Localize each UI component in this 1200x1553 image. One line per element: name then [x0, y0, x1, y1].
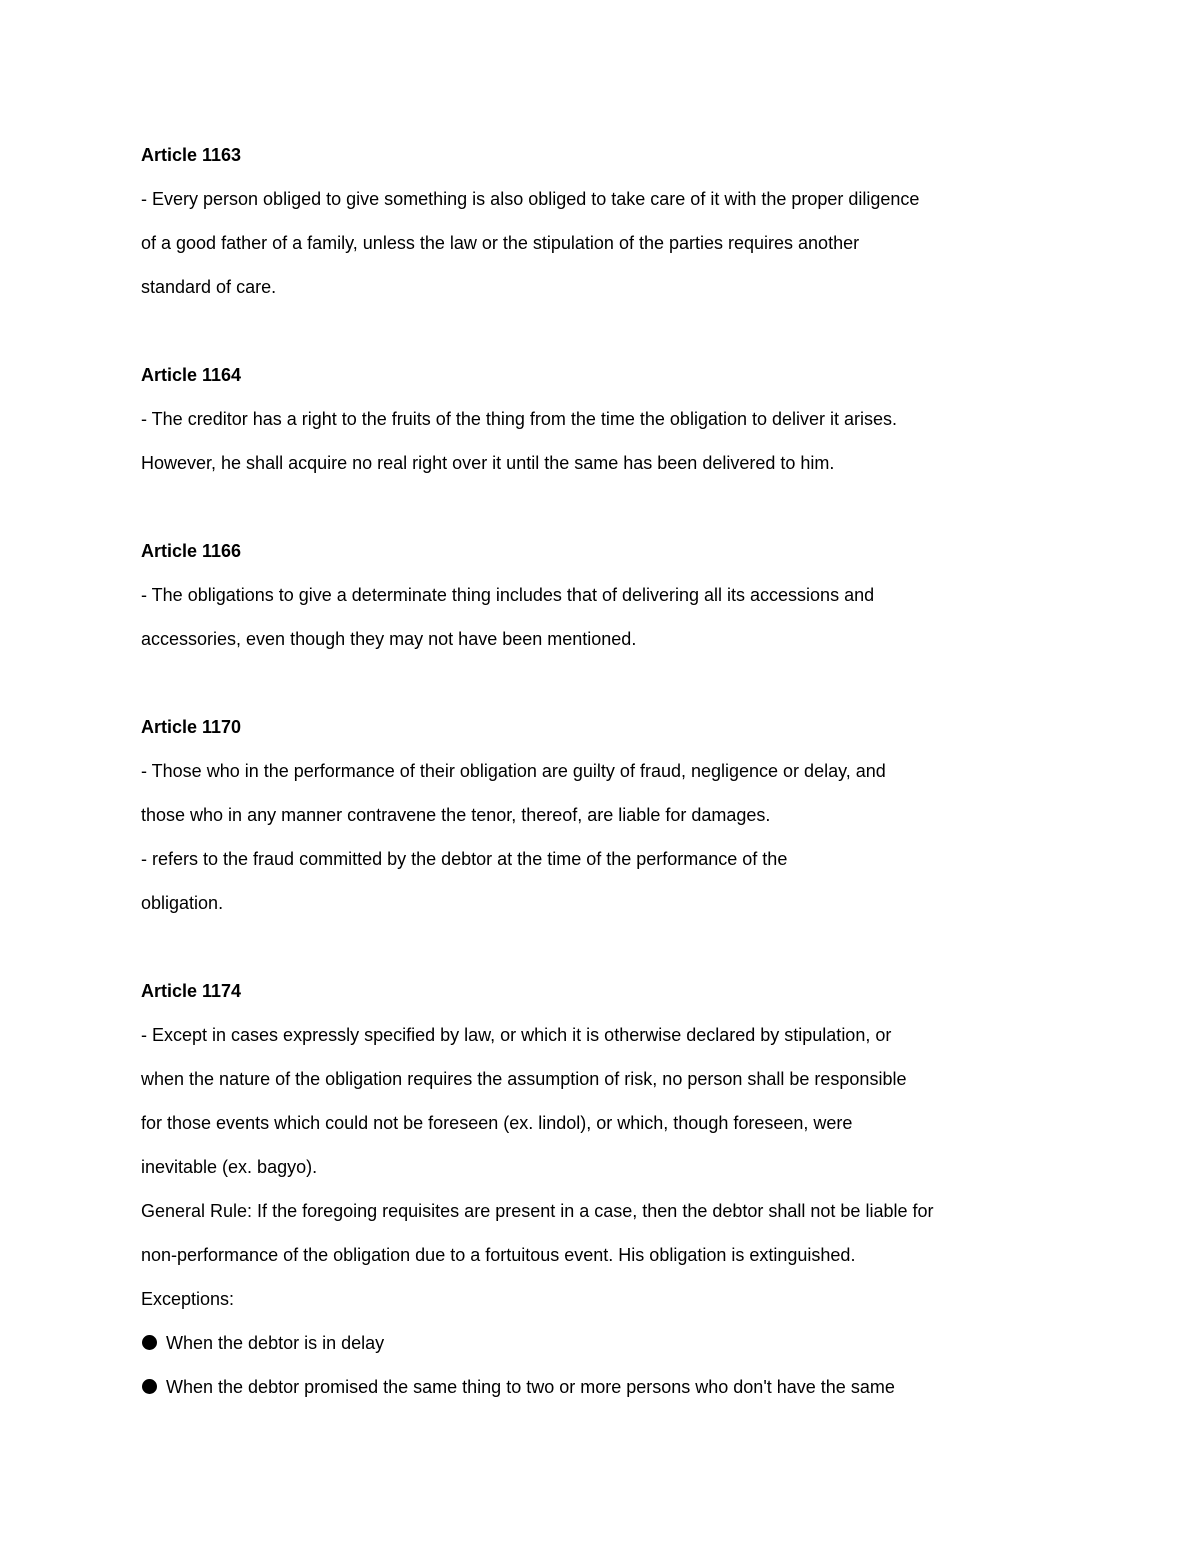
article-text-line: - Every person obliged to give something is also obliged to take care of it with the proper diligence: [141, 189, 920, 209]
article-heading: Article 1166: [141, 541, 242, 561]
article-text-line: obligation.: [141, 893, 224, 913]
article-text-line: of a good father of a family, unless the law or the stipulation of the parties requires another: [141, 233, 860, 253]
exception-bullet-item: [141, 1365, 1021, 1409]
article-text-line: - The creditor has a right to the fruits of the thing from the time the obligation to deliver it arises.: [141, 409, 898, 429]
article-text-line: those who in any manner contravene the tenor, thereof, are liable for damages.: [141, 805, 771, 825]
document-page: [141, 133, 1021, 1453]
exception-text: When the debtor promised the same thing to two or more persons who don't have the same: [166, 1377, 895, 1397]
article-text-line: accessories, even though they may not have been mentioned.: [141, 629, 637, 649]
article-heading: Article 1174: [141, 981, 242, 1001]
exception-bullet-item: [141, 1321, 1021, 1365]
article-1163: [141, 133, 1021, 309]
article-heading: Article 1164: [141, 365, 242, 385]
article-text-line: standard of care.: [141, 277, 277, 297]
article-text-line: - The obligations to give a determinate thing includes that of delivering all its accessions and: [141, 585, 875, 605]
bullet-dot-icon: [142, 1379, 157, 1394]
article-text-line: inevitable (ex. bagyo).: [141, 1157, 318, 1177]
general-rule-line: General Rule: If the foregoing requisites are present in a case, then the debtor shall not be liable for: [141, 1201, 934, 1221]
article-text-line: However, he shall acquire no real right over it until the same has been delivered to him.: [141, 453, 835, 473]
article-text-line: - Those who in the performance of their obligation are guilty of fraud, negligence or delay, and: [141, 761, 886, 781]
article-text-line: when the nature of the obligation requires the assumption of risk, no person shall be responsible: [141, 1069, 907, 1089]
article-1174: [141, 969, 1021, 1409]
exceptions-label: Exceptions:: [141, 1289, 235, 1309]
article-text-line: - Except in cases expressly specified by law, or which it is otherwise declared by stipulation, or: [141, 1025, 892, 1045]
article-heading: Article 1163: [141, 145, 242, 165]
general-rule-line: non-performance of the obligation due to a fortuitous event. His obligation is extinguished.: [141, 1245, 856, 1265]
article-1166: [141, 529, 1021, 661]
article-text-line: - refers to the fraud committed by the debtor at the time of the performance of the: [141, 849, 788, 869]
article-1164: [141, 353, 1021, 485]
article-heading: Article 1170: [141, 717, 242, 737]
article-text-line: for those events which could not be foreseen (ex. lindol), or which, though foreseen, were: [141, 1113, 853, 1133]
bullet-dot-icon: [142, 1335, 157, 1350]
article-1170: [141, 705, 1021, 925]
exception-text: When the debtor is in delay: [166, 1333, 385, 1353]
